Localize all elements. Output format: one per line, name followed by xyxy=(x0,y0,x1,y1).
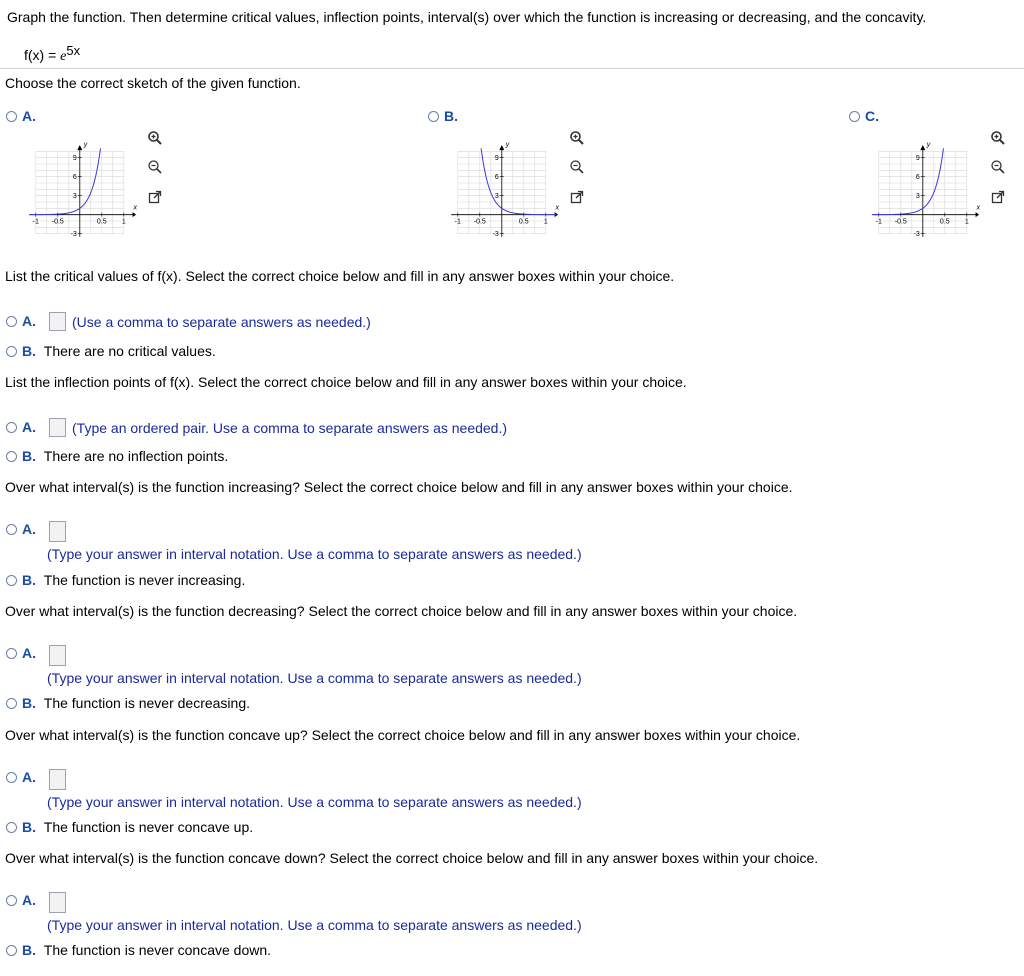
choice-b-text: There are no critical values. xyxy=(43,343,216,359)
section-prompt: Over what interval(s) is the function decreasing? Select the correct choice below and fill in any answer boxes within your choice. xyxy=(5,603,798,619)
sketch-option-b[interactable]: B. xyxy=(428,108,458,124)
radio-button[interactable] xyxy=(6,422,17,433)
x-axis-arrow xyxy=(133,212,137,217)
answer-hint: (Type your answer in interval notation. Use a comma to separate answers as needed.) xyxy=(47,794,582,810)
radio-button[interactable] xyxy=(6,648,17,659)
x-tick-label: -0.5 xyxy=(51,218,64,226)
function-equation xyxy=(24,43,80,65)
y-tick-label: 3 xyxy=(72,193,77,201)
popout-icon[interactable] xyxy=(569,189,585,205)
choice-b[interactable]: B. There are no critical values. xyxy=(6,343,216,359)
answer-hint: (Type your answer in interval notation. Use a comma to separate answers as needed.) xyxy=(47,917,582,933)
x-tick-label: 1 xyxy=(121,218,126,226)
choice-b-text: The function is never increasing. xyxy=(43,572,246,588)
sketch-prompt: Choose the correct sketch of the given function. xyxy=(5,75,301,91)
y-axis-arrow xyxy=(920,145,925,150)
x-tick-label: 1 xyxy=(543,218,548,226)
x-tick-label: -0.5 xyxy=(894,218,907,226)
x-tick-label: 1 xyxy=(964,218,969,226)
answer-hint: (Type your answer in interval notation. Use a comma to separate answers as needed.) xyxy=(47,670,582,686)
section-prompt: Over what interval(s) is the function concave up? Select the correct choice below and fill in any answer boxes within your choice. xyxy=(5,727,801,743)
y-axis-arrow xyxy=(499,145,504,150)
choice-b-text: There are no inflection points. xyxy=(43,448,229,464)
function-curve xyxy=(481,148,556,214)
x-tick-label: -1 xyxy=(875,218,882,226)
radio-button[interactable] xyxy=(849,111,860,122)
answer-box[interactable] xyxy=(49,312,66,331)
answer-box[interactable] xyxy=(49,521,66,542)
function-exponent: 5x xyxy=(66,43,81,58)
radio-button[interactable] xyxy=(6,822,17,833)
choice-a[interactable]: A. xyxy=(6,892,36,908)
choice-b[interactable]: B. The function is never decreasing. xyxy=(6,695,250,711)
function-base: e xyxy=(60,49,67,64)
answer-box[interactable] xyxy=(49,645,66,666)
radio-button[interactable] xyxy=(6,316,17,327)
x-axis-label: x xyxy=(555,204,559,212)
choice-b[interactable]: B. The function is never increasing. xyxy=(6,572,245,588)
radio-button[interactable] xyxy=(6,111,17,122)
section-prompt: List the inflection points of f(x). Select the correct choice below and fill in any answer boxes within your choice. xyxy=(5,374,687,390)
y-tick-label: 9 xyxy=(494,155,499,163)
zoom-in-icon[interactable] xyxy=(147,130,163,146)
popout-icon[interactable] xyxy=(147,189,163,205)
radio-button[interactable] xyxy=(6,575,17,586)
x-axis-label: x xyxy=(976,204,980,212)
y-tick-label: 9 xyxy=(915,155,920,163)
answer-hint: (Type your answer in interval notation. Use a comma to separate answers as needed.) xyxy=(47,546,582,562)
choice-a[interactable]: A. xyxy=(6,521,36,537)
y-tick-label: 6 xyxy=(915,174,920,182)
section-prompt: List the critical values of f(x). Select the correct choice below and fill in any answer boxes within your choice. xyxy=(5,268,675,284)
radio-button[interactable] xyxy=(428,111,439,122)
question-prompt: Graph the function. Then determine critical values, inflection points, interval(s) over which the function is increasing or decreasing, and the concavity. xyxy=(7,9,927,25)
radio-button[interactable] xyxy=(6,346,17,357)
section-prompt: Over what interval(s) is the function increasing? Select the correct choice below and fill in any answer boxes within your choice. xyxy=(5,479,793,495)
y-tick-label: 3 xyxy=(494,193,499,201)
radio-button[interactable] xyxy=(6,895,17,906)
x-tick-label: 0.5 xyxy=(518,218,529,226)
y-axis-arrow xyxy=(77,145,82,150)
y-tick-label: 3 xyxy=(915,193,920,201)
radio-button[interactable] xyxy=(6,451,17,462)
choice-b[interactable]: B. The function is never concave up. xyxy=(6,819,253,835)
y-tick-label: 6 xyxy=(494,174,499,182)
choice-b[interactable]: B. The function is never concave down. xyxy=(6,942,271,958)
y-tick-label: -3 xyxy=(913,231,920,239)
y-tick-label: 6 xyxy=(72,174,77,182)
radio-button[interactable] xyxy=(6,698,17,709)
y-tick-label: -3 xyxy=(70,231,77,239)
zoom-out-icon[interactable] xyxy=(990,159,1006,175)
zoom-out-icon[interactable] xyxy=(569,159,585,175)
answer-box[interactable] xyxy=(49,769,66,790)
radio-button[interactable] xyxy=(6,524,17,535)
y-axis-label: y xyxy=(926,141,931,149)
y-axis-label: y xyxy=(83,141,88,149)
answer-box[interactable] xyxy=(49,418,66,437)
x-axis-arrow xyxy=(976,212,980,217)
choice-b-text: The function is never concave up. xyxy=(43,819,254,835)
y-tick-label: 9 xyxy=(72,155,77,163)
x-tick-label: -1 xyxy=(454,218,461,226)
x-tick-label: -0.5 xyxy=(473,218,486,226)
choice-b[interactable]: B. There are no inflection points. xyxy=(6,448,228,464)
y-axis-label: y xyxy=(505,141,510,149)
radio-button[interactable] xyxy=(6,772,17,783)
answer-box[interactable] xyxy=(49,892,66,913)
choice-a[interactable]: A. xyxy=(6,313,36,329)
radio-button[interactable] xyxy=(6,945,17,956)
x-axis-label: x xyxy=(133,204,137,212)
answer-hint: (Use a comma to separate answers as needed.) xyxy=(72,314,371,330)
function-curve xyxy=(29,148,100,214)
choice-a[interactable]: A. xyxy=(6,769,36,785)
sketch-option-c[interactable]: C. xyxy=(849,108,879,124)
choice-a[interactable]: A. xyxy=(6,419,36,435)
function-lhs: f(x) = xyxy=(24,47,57,63)
function-curve xyxy=(872,148,943,214)
answer-hint: (Type an ordered pair. Use a comma to separate answers as needed.) xyxy=(72,420,508,436)
popout-icon[interactable] xyxy=(990,189,1006,205)
choice-b-text: The function is never concave down. xyxy=(43,942,272,958)
section-prompt: Over what interval(s) is the function concave down? Select the correct choice below and fill in any answer boxes within your choice. xyxy=(5,850,819,866)
x-tick-label: -1 xyxy=(32,218,39,226)
zoom-in-icon[interactable] xyxy=(990,130,1006,146)
divider xyxy=(0,68,1024,69)
zoom-out-icon[interactable] xyxy=(147,159,163,175)
choice-b-text: The function is never decreasing. xyxy=(43,695,251,711)
x-tick-label: 0.5 xyxy=(939,218,950,226)
sketch-option-a[interactable]: A. xyxy=(6,108,36,124)
choice-a[interactable]: A. xyxy=(6,645,36,661)
x-tick-label: 0.5 xyxy=(96,218,107,226)
y-tick-label: -3 xyxy=(492,231,499,239)
zoom-in-icon[interactable] xyxy=(569,130,585,146)
